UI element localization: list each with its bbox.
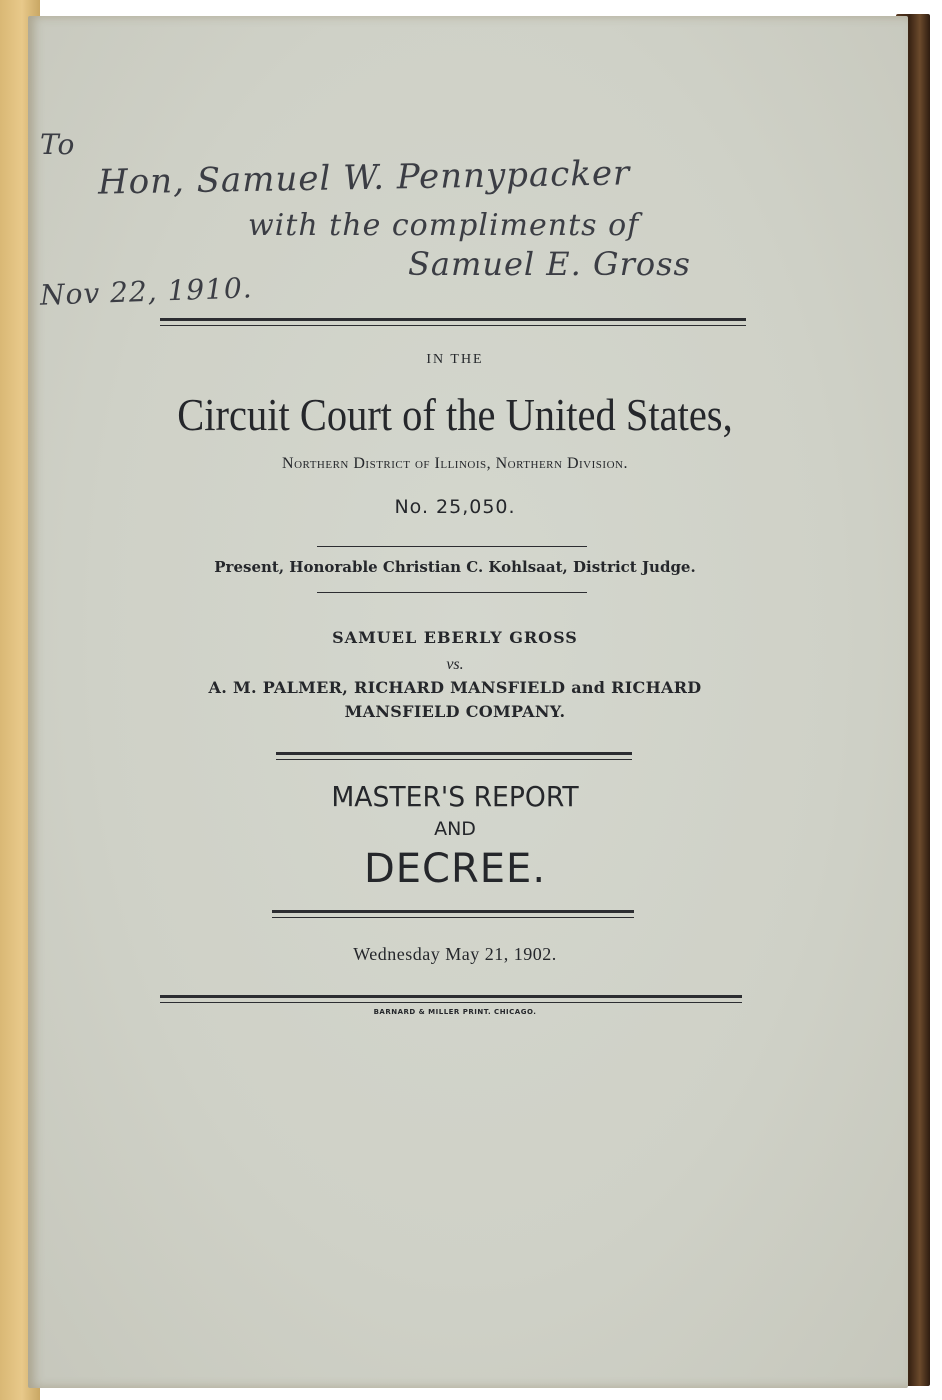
judge-rule-top (317, 546, 587, 547)
report-line-2: AND (434, 818, 476, 840)
inscription-name: Hon, Samuel W. Pennypacker (97, 153, 631, 203)
inscription-compliments: with the compliments of (248, 208, 640, 243)
defendants-line-1: A. M. PALMER, RICHARD MANSFIELD and RICHARD (208, 678, 702, 697)
report-rule-top-thin (276, 759, 632, 760)
report-rule-bottom-thin (272, 917, 634, 918)
report-line-3: DECREE. (363, 846, 547, 892)
district-line: Northern District of Illinois, Northern Division. (282, 455, 628, 472)
defendants-line-2: MANSFIELD COMPANY. (344, 702, 566, 721)
judge-line: Present, Honorable Christian C. Kohlsaat, District Judge. (214, 558, 696, 576)
bottom-rule-thick (160, 995, 742, 998)
inscription-date: Nov 22, 1910. (39, 271, 254, 312)
in-the-label: IN THE (426, 352, 484, 367)
report-line-1: MASTER'S REPORT (331, 780, 579, 813)
top-rule-thin (160, 325, 746, 326)
date-line: Wednesday May 21, 1902. (353, 944, 557, 964)
report-rule-top-thick (276, 752, 632, 755)
inscription-to: To (40, 128, 76, 161)
printer-imprint: BARNARD & MILLER PRINT. CHICAGO. (373, 1008, 537, 1016)
report-rule-bottom-thick (272, 910, 634, 913)
case-number: No. 25,050. (394, 496, 516, 518)
court-title: Circuit Court of the United States, (177, 389, 733, 440)
top-rule-thick (160, 318, 746, 321)
plaintiff-name: SAMUEL EBERLY GROSS (332, 628, 578, 647)
judge-rule-bottom (317, 592, 587, 593)
bottom-rule-thin (160, 1002, 742, 1003)
versus: vs. (446, 656, 464, 673)
inscription-signature: Samuel E. Gross (408, 245, 691, 283)
